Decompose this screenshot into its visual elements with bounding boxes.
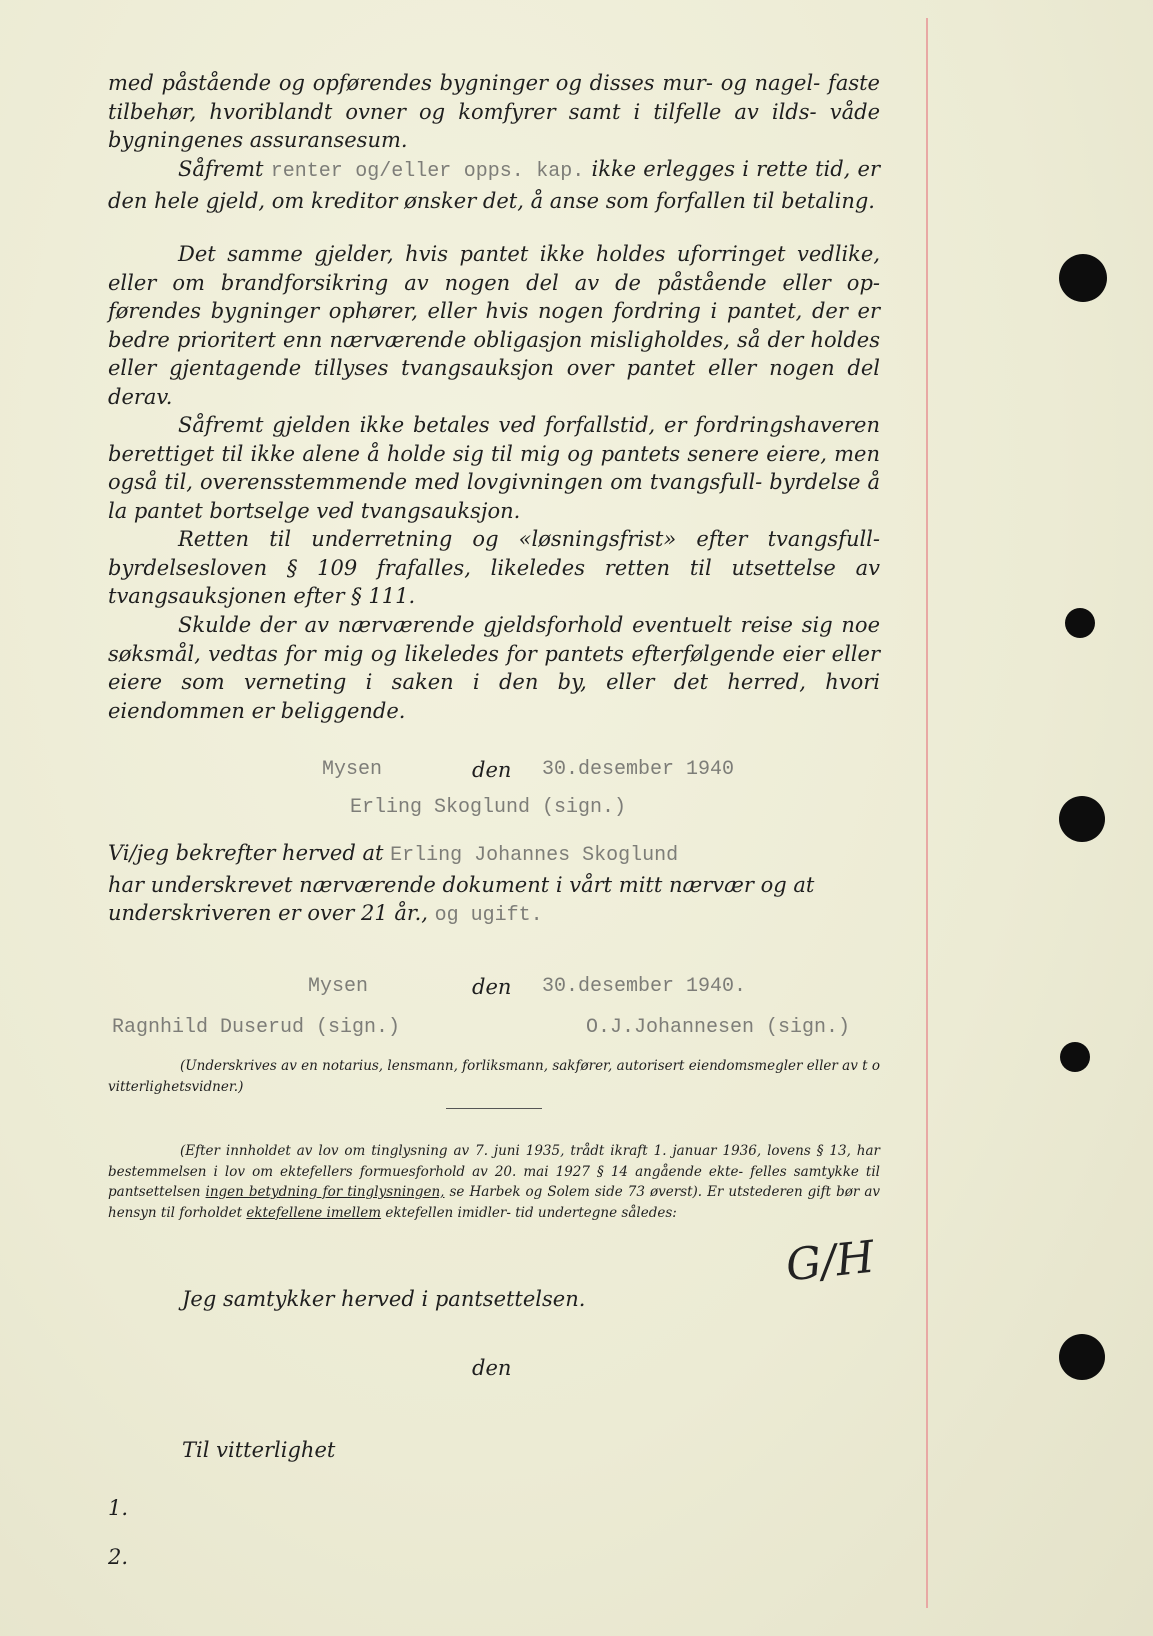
witness-marital-status: og ugift. bbox=[434, 904, 543, 928]
sign2-place: Mysen bbox=[308, 975, 369, 998]
sign1-date: 30.desember 1940 bbox=[542, 758, 735, 781]
witness2-signature: O.J.Johannesen (sign.) bbox=[586, 1016, 851, 1039]
consent-text: Jeg samtykker herved i pantsettelsen. bbox=[182, 1287, 586, 1311]
paragraph-maintenance-text: Det samme gjelder, hvis pantet ikke holdes uforringet vedlike, eller om brandforsikring av nogen del av de påstående eller op- førendes bygninger ophører, eller hvis nogen fordring i pantet, der er bedre prioritert enn nærværende obligasjon misligholdes, så der holdes eller gjentagende tillyses tvangsauksjon over pantet eller nogen del derav. bbox=[108, 242, 880, 409]
witness-line3-start: underskriveren er over 21 år., bbox=[108, 901, 428, 926]
sign2-date: 30.desember 1940. bbox=[542, 975, 747, 998]
margin-rule bbox=[926, 18, 928, 1608]
note-signatories-text: (Underskrives av en notarius, lensmann, forliksmann, sakfører, autorisert eiendomsmegler eller av t o vitterlighetsvidner.) bbox=[108, 1058, 880, 1095]
witness-line2: har underskrevet nærværende dokument i vårt mitt nærvær og at bbox=[108, 872, 815, 897]
paragraph-interest-start: Såfremt bbox=[178, 157, 264, 181]
note-law-underlined2: ektefellene imellem bbox=[246, 1204, 382, 1221]
paragraph-forced-sale-text: Såfremt gjelden ikke betales ved forfallstid, er fordringshaveren berettiget til ikke alene å holde sig til mig og pantets senere eiere, men også til, overensstemmende med lovgivningen om tvangsfull- byrdelse å la pantet bortselge ved tvangsauksjon. bbox=[108, 413, 880, 523]
paragraph-interest-rest: ikke erlegges i rette tid, er den hele gjeld, om kreditor ønsker det, å anse som forfallen til betaling. bbox=[108, 157, 880, 213]
note-law-part1: (Efter innholdet av lov om tinglysning av 7. juni 1935, trådt ikraft 1. januar 1936, lovens § 13, har bestemmelsen i lov om ektefellers formuesforhold av 20. mai 1927 § 14 angående ekte- felles samtykke til pantsettelsen bbox=[108, 1143, 880, 1200]
consent-den: den bbox=[472, 1356, 512, 1380]
witness-statement bbox=[108, 839, 880, 931]
witness-line-2-label: 2. bbox=[108, 1545, 129, 1569]
punch-hole-2 bbox=[1065, 608, 1095, 638]
separator-line bbox=[446, 1108, 542, 1109]
handwritten-initials: G/H bbox=[783, 1231, 877, 1292]
punch-hole-5 bbox=[1059, 1334, 1105, 1380]
sign1-place: Mysen bbox=[322, 758, 383, 781]
paragraph-venue bbox=[108, 611, 880, 725]
sign2-den: den bbox=[472, 975, 512, 999]
paragraph-assurance: med påstående og opførendes bygninger og disses mur- og nagel- faste tilbehør, hvoriblandt ovner og komfyrer samt i tilfelle av ilds- våde bygningenes assuransesum. bbox=[108, 71, 880, 153]
witness1-signature: Ragnhild Duserud (sign.) bbox=[112, 1016, 401, 1039]
witness-line1-start: Vi/jeg bekrefter herved at bbox=[108, 841, 384, 865]
punch-hole-1 bbox=[1059, 254, 1107, 302]
note-law-part2: se Harbek og Solem side 73 øverst). Er utstederen gift bør av hensyn til forholdet bbox=[108, 1184, 880, 1221]
sign1-signer: Erling Skoglund (sign.) bbox=[350, 796, 627, 819]
paragraph-maintenance bbox=[108, 240, 880, 412]
paragraph-venue-text: Skulde der av nærværende gjeldsforhold eventuelt reise sig noe søksmål, vedtas for mig og likeledes for pantets efterfølgende eier eller eiere som verneting i saken i den by, eller det herred, hvori eiendommen er beliggende. bbox=[108, 613, 880, 723]
note-signatories bbox=[108, 1056, 880, 1097]
sign1-den: den bbox=[472, 758, 512, 782]
note-law-part3: ektefellen imidler- tid undertegne således: bbox=[385, 1204, 677, 1221]
consent-til-vitterlighet: Til vitterlighet bbox=[182, 1438, 336, 1462]
paragraph-forced-sale bbox=[108, 411, 880, 525]
note-registration-law bbox=[108, 1141, 880, 1223]
punch-hole-4 bbox=[1060, 1042, 1090, 1072]
note-law-underlined1: ingen betydning for tinglysningen, bbox=[205, 1184, 445, 1200]
paragraph-interest bbox=[108, 155, 880, 215]
punch-hole-3 bbox=[1059, 796, 1105, 842]
paragraph-notice-rights-text: Retten til underretning og «løsningsfrist» efter tvangsfull- byrdelsesloven § 109 frafalles, likeledes retten til utsettelse av tvangsauksjonen efter § 111. bbox=[108, 527, 880, 609]
paragraph-notice-rights bbox=[108, 525, 880, 611]
witness-subject-name: Erling Johannes Skoglund bbox=[390, 844, 679, 867]
witness-line-1-label: 1. bbox=[108, 1496, 129, 1520]
typed-interest-terms: renter og/eller opps. kap. bbox=[270, 160, 585, 183]
